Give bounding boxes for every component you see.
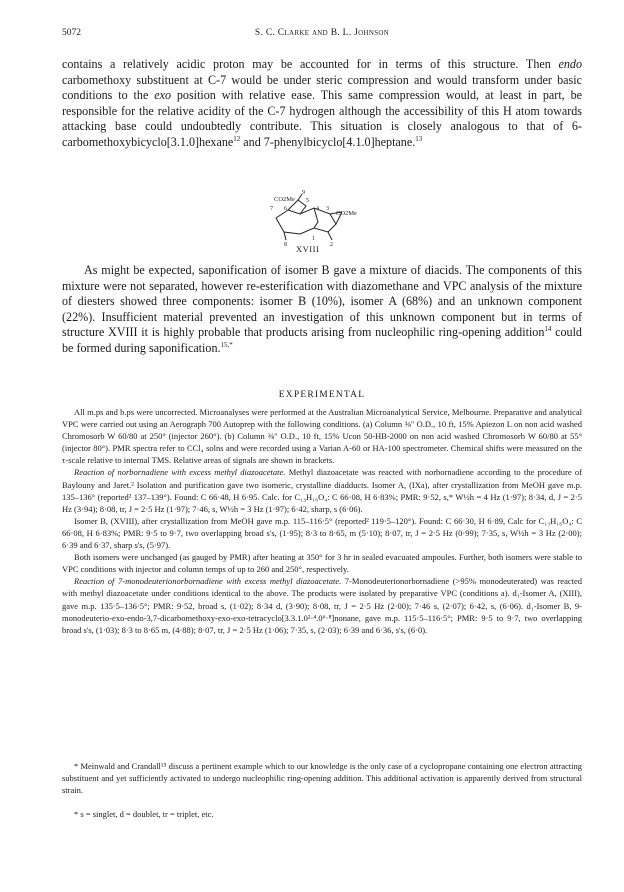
paragraph-saponification [62,263,582,357]
structure-xviii-drawing [262,188,358,252]
atom-label-4: 4 [316,206,319,212]
experimental-paragraph: All m.ps and b.ps were uncorrected. Microanalyses were performed at the Australian Microanalytical Service, Melbourne. Preparative and analytical VPC were carried out using an Aerograph 700 Autoprep with the following conditions. (a) Column ⅜" O.D., 10 ft, 15% Apiezon L on non acid washed Chromosorb W 60/80 at 250° (injector 260°). (b) Column ⅜" O.D., 10 ft, 15% Ucon 50-HB-2000 on non acid washed Chromosorb W 60/80 at 55° (injector 80°). PMR spectra refer to CCl₄ solns and were recorded using a Varian A-60 or HA-100 spectrometer. Chemical shifts were measured on the τ-scale relative to internal TMS. Relative areas of signals are shown in brackets. [62,407,582,466]
text-run: could be formed during saponification. [62,325,582,355]
reference-superscript: 14 [544,325,552,334]
text-run: As might be expected, saponification of isomer B gave a mixture of diacids. The components of this mixture were not separated, however re-esterification with diazomethane and VPC analysis of the mixture of diesters showed three components: isomer B (10%), isomer A (68%) and an unknown component (22%). Insufficient material prevented an investigation of this unknown component but in terms of structure XVIII it is highly probable that products arising from nucleophilic ring-opening addition [62,263,582,340]
atom-label-7: 7 [270,206,273,212]
reaction-title: Reaction of 7-monodeuterionorbornadiene with excess methyl diazoacetate. [74,576,342,587]
paragraph-structure-discussion [62,57,582,151]
atom-label-1: 1 [312,236,315,242]
ester-label-right: CO2Me [336,210,357,217]
italic-endo: endo [558,57,582,71]
experimental-paragraph [62,575,582,635]
experimental-paragraph [62,466,582,514]
reaction-title: Reaction of norbornadiene with excess methyl diazoacetate. [74,467,286,478]
atom-label-2: 2 [330,242,333,248]
structure-label: XVIII [296,244,320,254]
section-heading-experimental: EXPERIMENTAL [278,390,366,400]
running-header [62,28,582,42]
reference-superscript: 12 [233,134,241,143]
page-number: 5072 [62,28,81,38]
text-run: 7-Monodeuterionorbornadiene (>95% monodeuterated) was reacted with methyl diazoacetate under conditions identical to the above. The products were isolated by preparative VPC (conditions a). d₁-Isomer A, (XIII), gave m.p. 135·5–136·5°; PMR: 9·52, broad s, (1·02); 8·34 d, (3·90); 8·08, tr, J = 2·5 Hz (2·00); 7·46 s, (2·07); 6·42, s, (6·06). d₁-Isomer B, 9-monodeuterio-exo-endo-3,7-dicarbomethoxy-exo-exo-tetracyclo[3.3.1.0²·⁴.0⁶·⁸]nonane, gave m.p. 115·5–116·5°; PMR: 9·5 to 9·7, two overlapping broad s's, (1·03); 8·3 to 8·65 m, (4·88); 8·07, tr, J = 2·5 Hz (1·06); 7·35, s, (2·03); 6·39 and 6·36, s's, (6·0). [62,576,582,635]
author-names: S. C. Clarke and B. L. Johnson [254,28,390,38]
italic-exo: exo [154,88,171,103]
ester-label-left: CO2Me [274,196,295,203]
text-run: position with relative ease. This same compression would, at least in part, be responsible for the relative acidity of the C-7 hydrogen although the accessibility of this H atom towards attacking base could undoubtedly contribute. This situation is closely analogous to that of 6-carbomethoxybicyclo[3.1.0]hexane [62,88,582,149]
experimental-paragraph: Isomer B, (XVIII), after crystallization from MeOH gave m.p. 115–116·5° (reported² 119·5–120°). Found: C 66·30, H 6·89, Calc for C₁₃H₁₆O₄: C 66·08, H 6·83%; PMR: 9·5 to 9·7, two overlapping broad s's, (1·95); 8·3 to 8·65, m (5·10); 8·07, tr, J = 2·5 Hz (0·99); 7·35, s, W½h = 3 Hz (2·00); 6·39 and 6·37, sharp s's, (5·97). [62,515,582,551]
reference-superscript: 13 [415,134,423,143]
reference-superscript: 15,* [220,340,233,349]
text-run: carbomethoxy substituent at C-7 would be under steric compression and would transform under basic conditions to the [62,72,582,103]
text-run: Methyl diazoacetate was reacted with norbornadiene according to the procedure of Baylouny and Jaret.² Isolation and purification gave two isomeric, crystalline diadducts. Isomer A, (IXa), after crystallization from MeOH gave m.p. 135–136° (reported² 137–139°). Found: C 66·48, H 6·95. Calc. for C₁₃H₁₆O₄: C 66·08, H 6·83%; PMR: 9·52, s,* W½h = 4 Hz (1·97); 8·34, d, J = 2·5 Hz (3·94); 8·08, tr, J = 2·5 Hz (1·97); 7·46, s, W½h = 3 Hz (1·97); 6·42, sharp, s (6·06). [62,467,582,514]
footnote: * s = singlet, d = doublet, tr = triplet, etc. [74,809,214,819]
text-run: contains a relatively acidic proton may be accounted for in terms of this structure. Then [62,57,559,71]
atom-label-5: 5 [306,198,309,204]
atom-label-8: 8 [284,242,287,248]
text-run: and 7-phenylbicyclo[4.1.0]heptane. [240,134,416,149]
atom-label-3: 3 [326,206,329,212]
experimental-section [62,406,582,636]
experimental-paragraph: Both isomers were unchanged (as gauged by PMR) after heating at 350° for 3 hr in sealed evacuated ampoules. Further, both isomers were stable to VPC conditions with injector and column temps of up to 260 and 250°, respectively. [62,552,582,575]
atom-label-9: 9 [302,190,305,196]
footnote: * Meinwald and Crandall¹⁵ discuss a pertinent example which to our knowledge is the only case of a cyclopropane containing one electron attracting substituent and yet sufficiently activated to undergo nucleophilic ring-opening addition. This additional activation is apparently derived from structural strain. [62,761,582,796]
atom-label-6: 6 [284,206,287,212]
